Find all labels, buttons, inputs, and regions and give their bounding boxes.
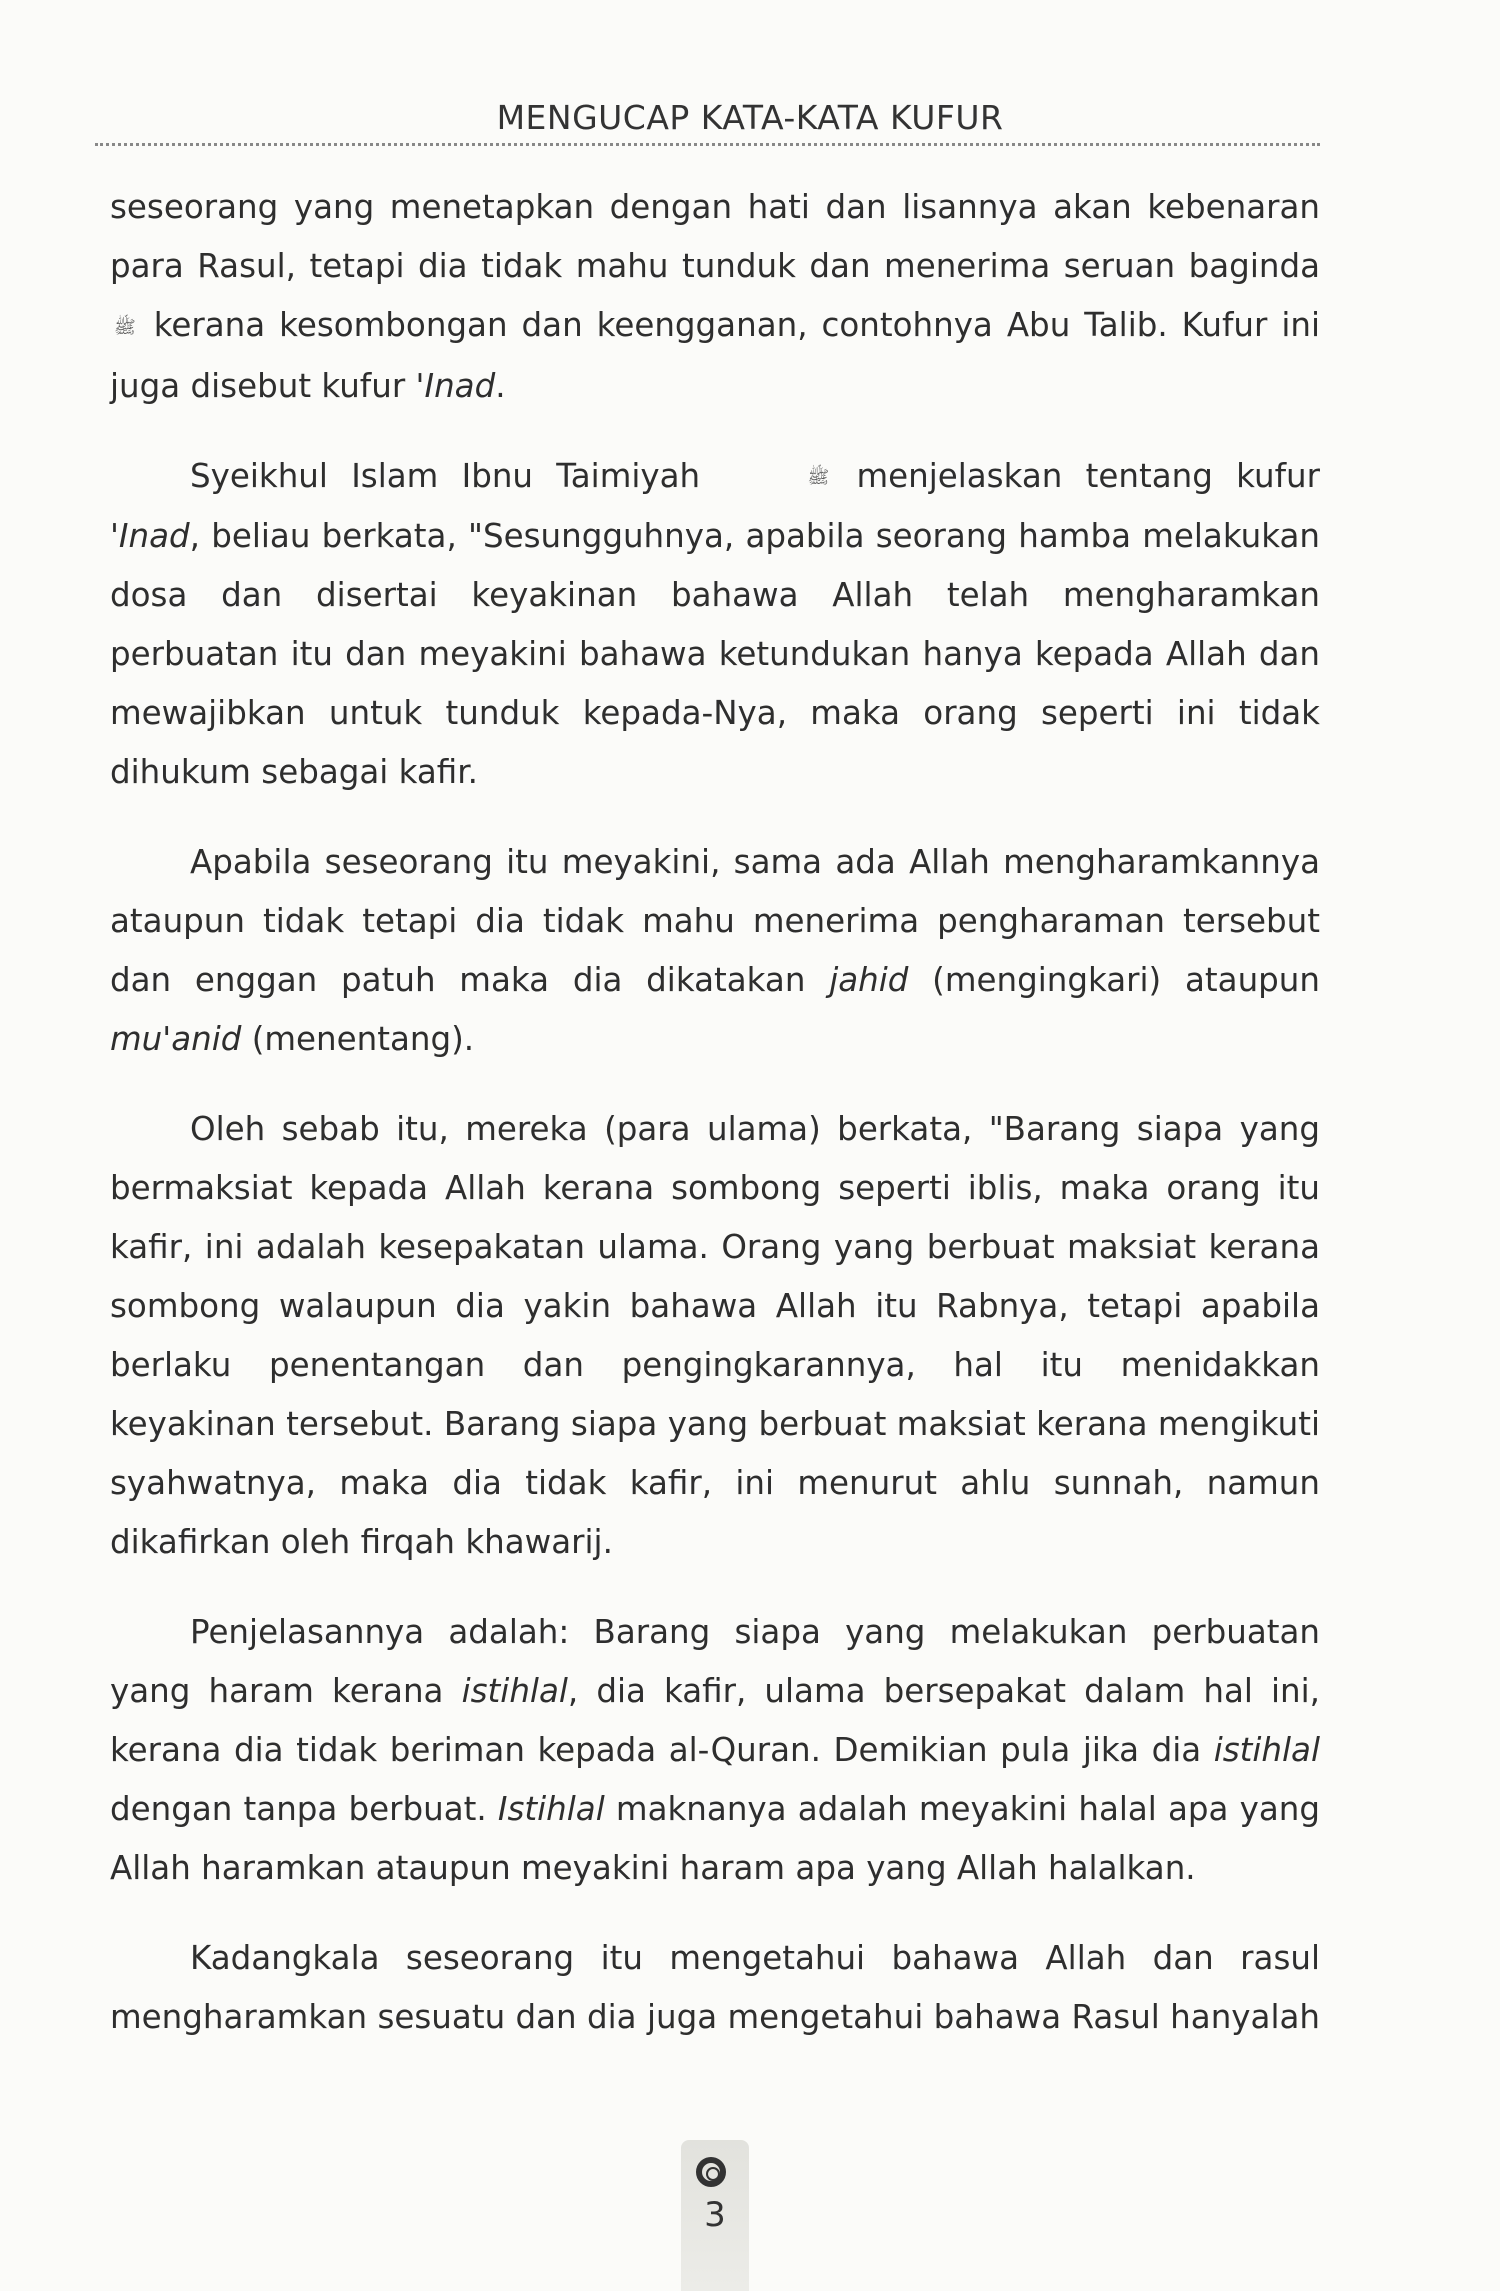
page-body <box>110 178 1320 2078</box>
term-inad: 'Inad <box>110 517 190 555</box>
paragraph-2: Syeikhul Islam Ibnu Taimiyah ﷺ menjelaskan tentang kufur 'Inad, beliau berkata, "Sesungguhnya, apabila seorang hamba melakukan dosa dan disertai keyakinan bahawa Allah telah mengharamkan perbuatan itu dan meyakini bahawa ketundukan hanya kepada Allah dan mewajibkan untuk tunduk kepada-Nya, maka orang seperti ini tidak dihukum sebagai kafir. <box>110 447 1320 803</box>
paragraph-4: Oleh sebab itu, mereka (para ulama) berkata, "Barang siapa yang bermaksiat kepada Allah kerana sombong seperti iblis, maka orang itu kafir, ini adalah kesepakatan ulama. Orang yang berbuat maksiat kerana sombong walaupun dia yakin bahawa Allah itu Rabnya, tetapi apabila berlaku penentangan dan pengingkarannya, hal itu menidakkan keyakinan tersebut. Barang siapa yang berbuat maksiat kerana mengikuti syahwatnya, maka dia tidak kafir, ini menurut ahlu sunnah, namun dikafirkan oleh firqah khawarij. <box>110 1110 1320 1561</box>
paragraph-5: Penjelasannya adalah: Barang siapa yang melakukan perbuatan yang haram kerana istihlal, dia kafir, ulama bersepakat dalam hal ini, kerana dia tidak beriman kepada al-Quran. Demikian pula jika dia istihlal dengan tanpa berbuat. Istihlal maknanya adalah meyakini halal apa yang Allah haramkan ataupun meyakini haram apa yang Allah halalkan. <box>110 1613 1320 1887</box>
paragraph-3: Apabila seseorang itu meyakini, sama ada Allah mengharamkannya ataupun tidak tetapi dia tidak mahu menerima pengharaman tersebut dan enggan patuh maka dia dikatakan jahid (mengingkari) ataupun mu'anid (menentang). <box>110 843 1321 1058</box>
term-istihlal: Istihlal <box>497 1790 605 1828</box>
honorific-glyph-icon: ﷺ <box>807 467 830 488</box>
term-istihlal: istihlal <box>1213 1731 1320 1769</box>
paragraph-6: Kadangkala seseorang itu mengetahui bahawa Allah dan rasul mengharamkan sesuatu dan dia juga mengetahui bahawa Rasul hanyalah <box>110 1939 1320 2036</box>
term-muanid: mu'anid <box>110 1020 242 1058</box>
header-divider <box>95 143 1320 146</box>
paragraph-1: seseorang yang menetapkan dengan hati dan lisannya akan kebenaran para Rasul, tetapi dia tidak mahu tunduk dan menerima seruan baginda ﷺ kerana kesombongan dan keengganan, contohnya Abu Talib. Kufur ini juga disebut kufur 'Inad. <box>110 188 1320 405</box>
honorific-glyph-icon: ﷺ <box>114 316 136 338</box>
page-number: 3 <box>704 2195 726 2235</box>
term-inad: 'Inad <box>415 366 496 405</box>
term-jahid: jahid <box>829 961 909 999</box>
running-header: MENGUCAP KATA-KATA KUFUR <box>496 98 1004 137</box>
ring-icon <box>696 2157 726 2187</box>
term-istihlal: istihlal <box>461 1672 568 1710</box>
